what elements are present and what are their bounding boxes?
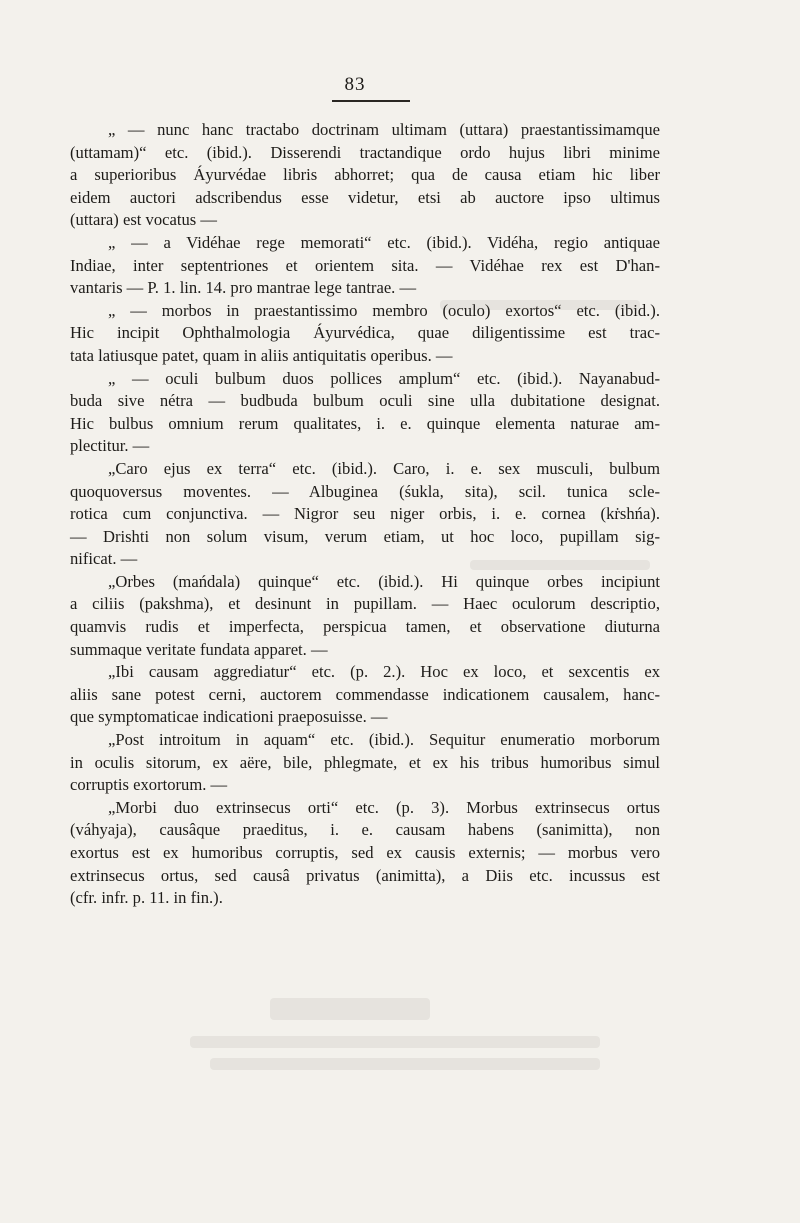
text-line: — Drishti non solum visum, verum etiam, ut hoc loco, pupillam sig- [70, 526, 660, 546]
text-line: quoquoversus moventes. — Albuginea (śukla, sita), scil. tunica scle- [70, 481, 660, 501]
bleed-mark [270, 998, 430, 1020]
paragraph [70, 797, 660, 910]
text-line: „Ibi causam aggrediatur“ etc. (p. 2.). Hoc ex loco, et sexcentis ex [108, 662, 660, 682]
text-line: que symptomaticae indicationi praeposuisse. — [70, 707, 388, 727]
text-line: Indiae, inter septentriones et orientem sita. — Vidéhae rex est D'han- [70, 255, 660, 275]
text-line: a superioribus Áyurvédae libris abhorret; qua de causa etiam hic liber [70, 165, 660, 185]
text-line: tata latiusque patet, quam in aliis antiquitatis operibus. — [70, 345, 453, 365]
text-line: „ — oculi bulbum duos pollices amplum“ etc. (ibid.). Nayanabud- [108, 368, 660, 388]
text-line: corruptis exortorum. — [70, 775, 228, 795]
text-line: nificat. — [70, 549, 138, 569]
text-line: exortus est ex humoribus corruptis, sed ex causis externis; — morbus vero [70, 843, 660, 862]
paragraph [70, 368, 660, 458]
paragraph [70, 232, 660, 300]
text-body [70, 119, 660, 910]
text-line: aliis sane potest cerni, auctorem commendasse indicationem causalem, hanc- [70, 684, 660, 704]
text-line: „ — a Vidéhae rege memorati“ etc. (ibid.). Vidéha, regio antiquae [108, 232, 660, 252]
paragraph [70, 661, 660, 729]
paragraph [70, 571, 660, 661]
paragraph [70, 729, 660, 797]
text-line: plectitur. — [70, 436, 150, 456]
text-line: „ — morbos in praestantissimo membro (oculo) exortos“ etc. (ibid.). [108, 300, 660, 320]
text-line: Hic bulbus omnium rerum qualitates, i. e. quinque elementa naturae am- [70, 413, 660, 433]
text-line: „Morbi duo extrinsecus orti“ etc. (p. 3). Morbus extrinsecus ortus [108, 797, 660, 817]
paragraph [70, 119, 660, 232]
text-line: (cfr. infr. p. 11. in fin.). [70, 888, 223, 908]
text-line: a ciliis (pakshma), et desinunt in pupillam. — Haec oculorum descriptio, [70, 594, 660, 614]
text-line: in oculis sitorum, ex aëre, bile, phlegmate, et ex his tribus humoribus simul [70, 752, 660, 772]
text-line: „Post introitum in aquam“ etc. (ibid.). Sequitur enumeratio morborum [108, 730, 660, 750]
bleed-mark [190, 1036, 600, 1048]
text-line: rotica cum conjunctiva. — Nigror seu niger orbis, i. e. cornea (kṙshńa). [70, 504, 660, 524]
text-line: quamvis rudis et imperfecta, perspicua tamen, et observatione diuturna [70, 617, 660, 637]
paragraph [70, 300, 660, 368]
text-line: (uttara) est vocatus — [70, 210, 217, 230]
text-line: (váhyaja), causâque praeditus, i. e. causam habens (sanimitta), non [70, 820, 660, 840]
bleed-mark [210, 1058, 600, 1070]
page-number: 83 [344, 74, 366, 95]
text-line: „Orbes (mańdala) quinque“ etc. (ibid.). Hi quinque orbes incipiunt [108, 571, 660, 591]
text-line: buda sive nétra — budbuda bulbum oculi sine ulla dubitatione designat. [70, 391, 660, 411]
text-line: Hic incipit Ophthalmologia Áyurvédica, quae diligentissime est trac- [70, 323, 660, 343]
text-line: (uttamam)“ etc. (ibid.). Disserendi tractandique ordo hujus libri minime [70, 142, 660, 162]
text-line: summaque veritate fundata apparet. — [70, 639, 328, 659]
text-line: „ — nunc hanc tractabo doctrinam ultimam (uttara) praestantissimamque [108, 120, 660, 139]
paragraph [70, 458, 660, 571]
page-number-rule [332, 100, 410, 102]
text-line: extrinsecus ortus, sed causâ privatus (animitta), a Diis etc. incussus est [70, 865, 660, 885]
text-line: eidem auctori adscribendus esse videtur, etsi ab auctore ipso ultimus [70, 187, 660, 207]
text-line: vantaris — P. 1. lin. 14. pro mantrae lege tantrae. — [70, 278, 417, 298]
text-line: „Caro ejus ex terra“ etc. (ibid.). Caro, i. e. sex musculi, bulbum [108, 458, 660, 478]
